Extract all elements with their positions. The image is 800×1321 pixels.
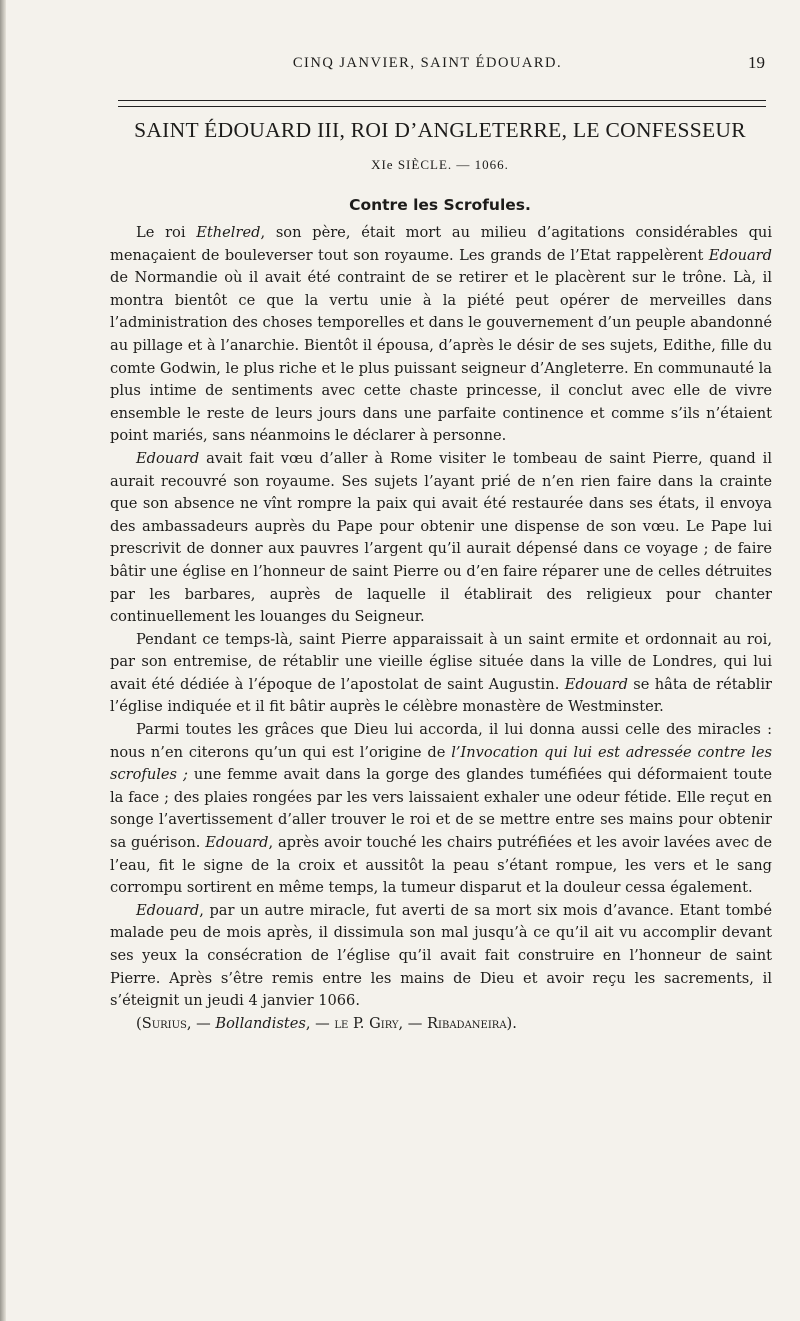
header-double-rule [118, 100, 766, 107]
text-run: Giry [369, 1014, 399, 1032]
text-run: , — [186, 1014, 216, 1032]
text-run: le [334, 1014, 349, 1032]
text-run: Bollandistes [215, 1014, 306, 1032]
text-run: Ethelred [196, 224, 261, 241]
body-text [110, 222, 772, 1035]
text-run: Surius [141, 1014, 187, 1032]
text-run: Edouard [564, 675, 628, 693]
text-run: Edouard [708, 246, 772, 264]
paragraph [110, 629, 772, 719]
chapter-title: SAINT ÉDOUARD III, ROI D’ANGLETERRE, LE CONFESSEUR [134, 118, 746, 142]
text-run: Edouard [136, 449, 200, 467]
text-run: Le roi [136, 224, 197, 241]
paragraph [110, 900, 772, 1013]
text-run: , — [305, 1014, 335, 1032]
chapter-subtitle: Contre les Scrofules. [349, 196, 531, 214]
paragraph [110, 719, 772, 900]
paragraph [110, 448, 772, 629]
text-run: se hâta de rétablir l’église indiquée et il fit bâtir auprès le célèbre monastère de Westminster. [110, 675, 772, 716]
text-run: l’Invocation qui lui est adressée contre les scrofules ; [110, 743, 772, 784]
page-binding-edge [0, 0, 6, 1321]
running-head [90, 55, 765, 81]
text-run: , après avoir touché les chairs putréfiées et les avoir lavées avec de l’eau, fit le signe de la croix et aussitôt la peau s’étant rompue, les vers et le sang corrompu sortirent en même temps, la tumeur disparut et la douleur cessa également. [110, 834, 772, 897]
text-run: Edouard [205, 834, 269, 852]
text-run: , son père, était mort au milieu d’agitations considérables qui menaçaient de bouleverser tout son royaume. Les grands de l’Etat rappelèrent [110, 224, 772, 264]
text-run: , par un autre miracle, fut averti de sa mort six mois d’avance. Etant tombé malade peu de mois après, il dissimula son mal jusqu’à ce qu’il ait vu accomplir devant ses yeux la consécration de l’église qu’il avait fait construire en l’honneur de saint Pierre. Après s’être remis entre les mains de Dieu et avoir reçu les sacrements, il s’éteignit un jeudi 4 janvier 1066. [110, 901, 772, 1010]
text-run: ). [506, 1014, 517, 1032]
text-run: avait fait vœu d’aller à Rome visiter le tombeau de saint Pierre, quand il aurait recouvré son royaume. Ses sujets l’ayant prié de n’en rien faire dans la crainte que son absence ne vînt rompre la paix qui avait été restaurée dans ses états, il envoya des ambassadeurs auprès du Pape pour obtenir une dispense de son vœu. Le Pape lui prescrivit de donner aux pauvres l’argent qu’il aurait dépensé dans ce voyage ; de faire bâtir une église en l’honneur de saint Pierre ou d’en faire réparer une de celles détruites par les barbares, auprès de laquelle il établirait des religieux pour chanter continuellement les louanges du Seigneur. [110, 449, 772, 626]
text-run: , — [398, 1014, 428, 1032]
running-title: CINQ JANVIER, SAINT ÉDOUARD. [292, 55, 563, 71]
text-run: Pendant ce temps-là, saint Pierre apparaissait à un saint ermite et ordonnait au roi, par son entremise, de rétablir une vieille église située dans la ville de Londres, qui lui avait été dédiée à l’époque de l’apostolat de saint Augustin. [110, 630, 772, 693]
paragraph [110, 222, 772, 448]
text-run: ( [136, 1014, 142, 1032]
text-run: Edouard [136, 901, 200, 919]
text-run: une femme avait dans la gorge des glandes tuméfiées qui déformaient toute la face ; des plaies rongées par les vers laissaient exhaler une odeur fétide. Elle reçut en songe l’avertissement d’aller trouver le roi et de se mettre entre ses mains pour obtenir sa guérison. [110, 766, 772, 852]
text-run: de Normandie où il avait été contraint de se retirer et le placèrent sur le trône. Là, il montra bientôt ce que la vertu unie à la piété peut opérer de merveilles dans l’administration des choses temporelles et dans le gouvernement d’un peuple abandonné au pillage et à l’anarchie. Bientôt il épousa, d’après le désir de ses sujets, Edithe, fille du comte Godwin, le plus riche et le plus puissant seigneur d’Angleterre. En communauté la plus intime de sentiments avec cette chaste princesse, il conclut avec elle de vivre ensemble le reste de leurs jours dans une parfaite continence et comme s’ils n’étaient point mariés, sans néanmoins le déclarer à personne. [110, 269, 772, 445]
text-run: Parmi toutes les grâces que Dieu lui accorda, il lui donna aussi celle des miracles : nous n’en citerons qu’un qui est l’origine de [110, 721, 772, 761]
sources-citation [110, 1013, 772, 1036]
century-date-line: XIe SIÈCLE. — 1066. [371, 157, 509, 172]
text-run: P. [348, 1014, 370, 1032]
page-number: 19 [748, 53, 765, 72]
text-run: Ribadaneira [427, 1014, 507, 1032]
